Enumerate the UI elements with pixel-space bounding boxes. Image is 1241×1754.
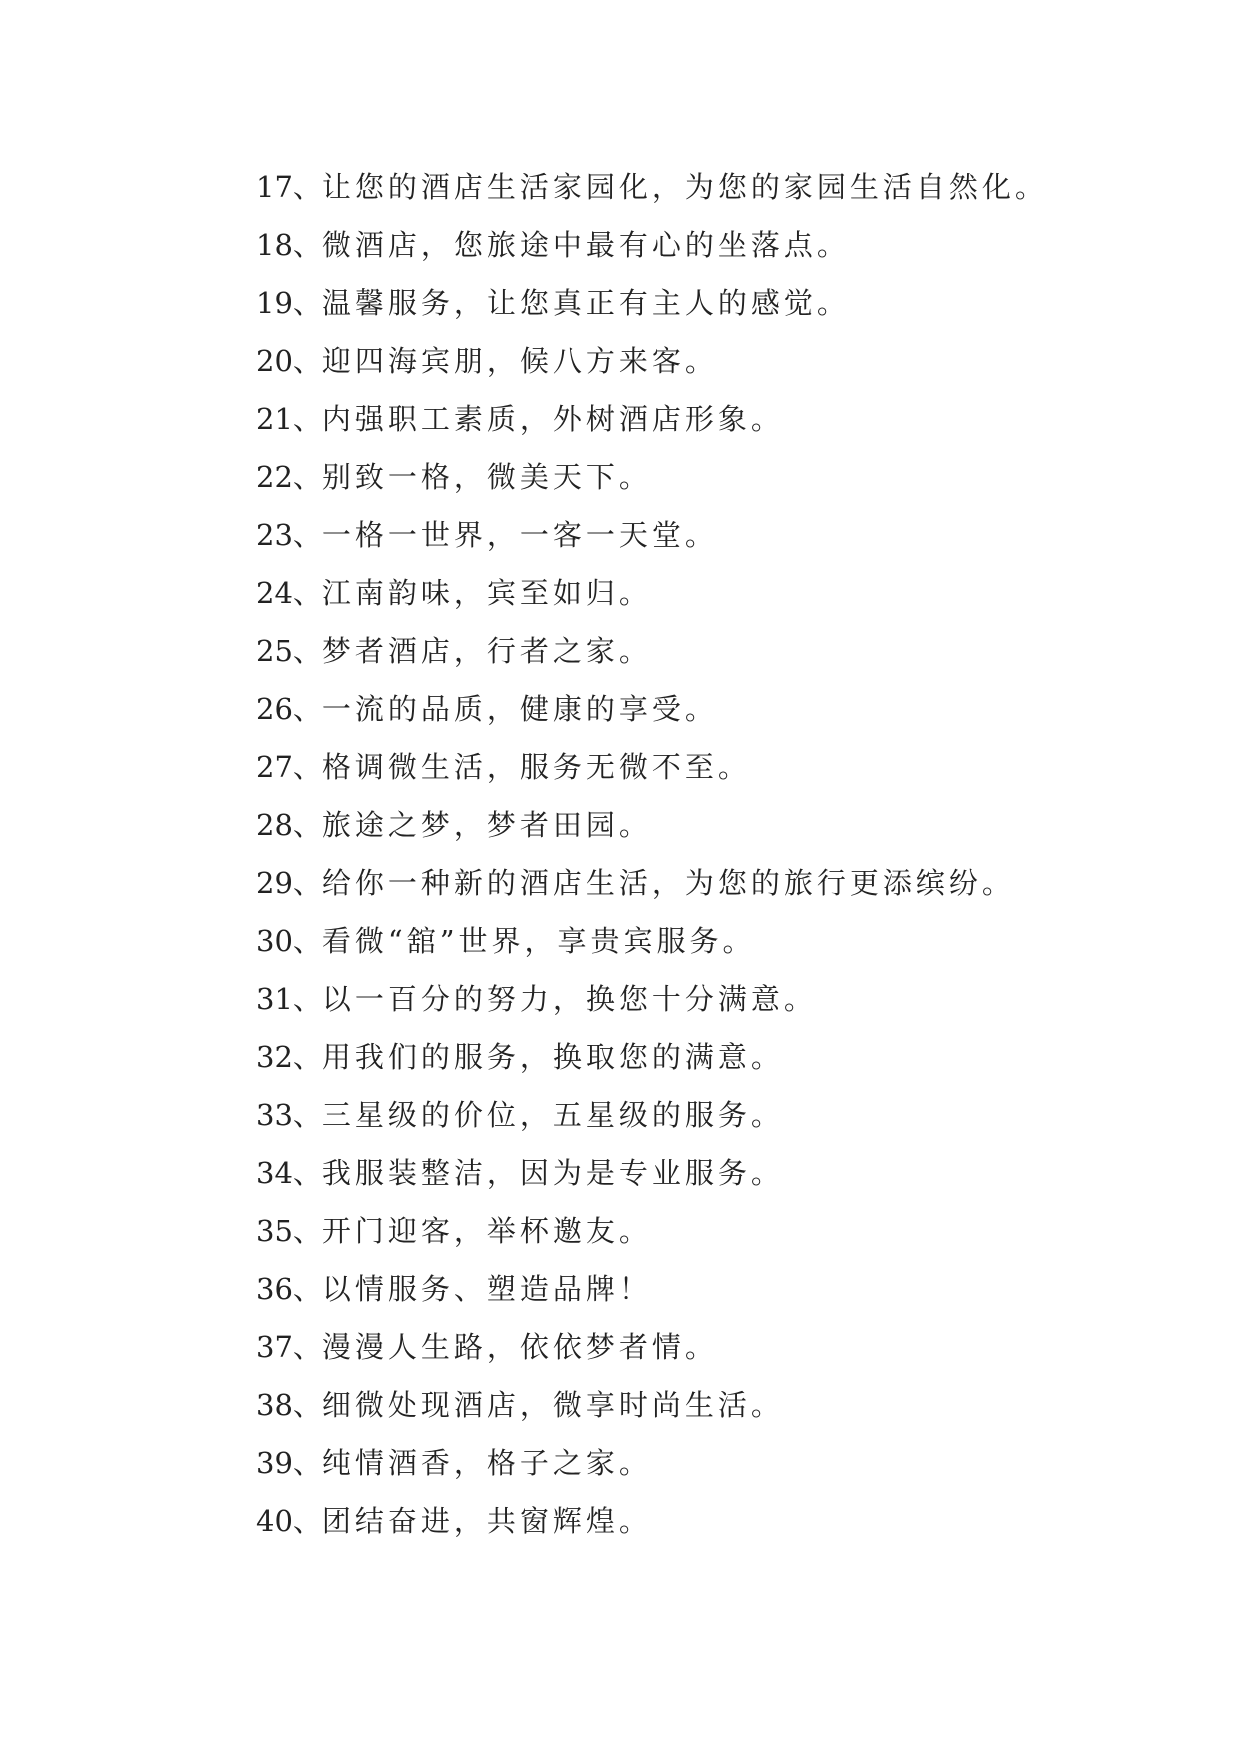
list-item xyxy=(256,1202,1196,1260)
item-number: 36、 xyxy=(256,1272,322,1306)
item-text: 以情服务、塑造品牌！ xyxy=(321,1272,652,1306)
list-item xyxy=(256,1318,1196,1376)
item-number: 24、 xyxy=(256,576,322,610)
list-item xyxy=(256,390,1196,448)
item-number: 21、 xyxy=(256,402,322,436)
item-text: 给你一种新的酒店生活，为您的旅行更添缤纷。 xyxy=(321,866,1015,900)
item-number: 17、 xyxy=(256,170,322,204)
item-number: 37、 xyxy=(256,1330,322,1364)
item-text: 江南韵味，宾至如归。 xyxy=(321,576,652,610)
item-number: 39、 xyxy=(256,1446,322,1480)
item-number: 33、 xyxy=(256,1098,322,1132)
item-text: 漫漫人生路，依依梦者情。 xyxy=(321,1330,718,1364)
item-text: 微酒店，您旅途中最有心的坐落点。 xyxy=(321,228,850,262)
item-text: 一格一世界，一客一天堂。 xyxy=(321,518,718,552)
item-text: 温馨服务，让您真正有主人的感觉。 xyxy=(321,286,850,320)
list-item xyxy=(256,1260,1196,1318)
item-text: 迎四海宾朋，候八方来客。 xyxy=(321,344,718,378)
item-number: 28、 xyxy=(256,808,322,842)
item-number: 26、 xyxy=(256,692,322,726)
item-number: 38、 xyxy=(256,1388,322,1422)
item-text: 细微处现酒店，微享时尚生活。 xyxy=(321,1388,784,1422)
item-number: 19、 xyxy=(256,286,322,320)
item-text: 以一百分的努力，换您十分满意。 xyxy=(321,982,817,1016)
list-item xyxy=(256,506,1196,564)
list-item xyxy=(256,738,1196,796)
item-number: 30、 xyxy=(256,924,322,958)
item-text: 三星级的价位，五星级的服务。 xyxy=(321,1098,784,1132)
item-number: 29、 xyxy=(256,866,322,900)
item-number: 25、 xyxy=(256,634,322,668)
item-number: 34、 xyxy=(256,1156,322,1190)
list-item xyxy=(256,1492,1196,1550)
list-item xyxy=(256,796,1196,854)
item-text: 我服装整洁，因为是专业服务。 xyxy=(321,1156,784,1190)
item-number: 32、 xyxy=(256,1040,322,1074)
item-text: 用我们的服务，换取您的满意。 xyxy=(321,1040,784,1074)
list-item xyxy=(256,448,1196,506)
item-number: 27、 xyxy=(256,750,322,784)
item-number: 40、 xyxy=(256,1504,322,1538)
slogan-list xyxy=(256,158,1196,1550)
list-item xyxy=(256,1086,1196,1144)
list-item xyxy=(256,332,1196,390)
item-text: 旅途之梦，梦者田园。 xyxy=(321,808,652,842)
list-item xyxy=(256,1144,1196,1202)
list-item xyxy=(256,1434,1196,1492)
item-text: 看微“舘”世界，享贵宾服务。 xyxy=(321,924,756,958)
list-item xyxy=(256,854,1196,912)
item-number: 35、 xyxy=(256,1214,322,1248)
list-item xyxy=(256,274,1196,332)
item-text: 别致一格，微美天下。 xyxy=(321,460,652,494)
list-item xyxy=(256,158,1196,216)
item-text: 格调微生活，服务无微不至。 xyxy=(321,750,751,784)
list-item xyxy=(256,1028,1196,1086)
item-text: 开门迎客，举杯邀友。 xyxy=(321,1214,652,1248)
item-number: 31、 xyxy=(256,982,322,1016)
item-text: 一流的品质，健康的享受。 xyxy=(321,692,718,726)
item-number: 20、 xyxy=(256,344,322,378)
item-number: 22、 xyxy=(256,460,322,494)
list-item xyxy=(256,912,1196,970)
item-number: 23、 xyxy=(256,518,322,552)
list-item xyxy=(256,622,1196,680)
item-text: 纯情酒香，格子之家。 xyxy=(321,1446,652,1480)
item-number: 18、 xyxy=(256,228,322,262)
item-text: 让您的酒店生活家园化，为您的家园生活自然化。 xyxy=(321,170,1048,204)
list-item xyxy=(256,216,1196,274)
list-item xyxy=(256,680,1196,738)
list-item xyxy=(256,970,1196,1028)
item-text: 内强职工素质，外树酒店形象。 xyxy=(321,402,784,436)
list-item xyxy=(256,1376,1196,1434)
list-item xyxy=(256,564,1196,622)
item-text: 梦者酒店，行者之家。 xyxy=(321,634,652,668)
item-text: 团结奋进，共窗辉煌。 xyxy=(321,1504,652,1538)
